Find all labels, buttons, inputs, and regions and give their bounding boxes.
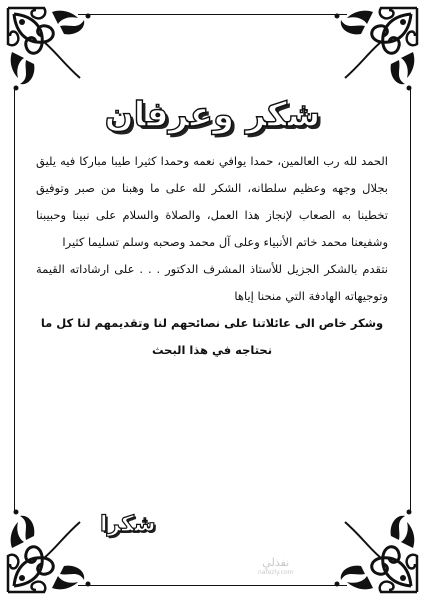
body-text <box>36 148 388 364</box>
watermark-text: نفذلي <box>262 556 290 569</box>
frame-bottom-line <box>78 585 347 586</box>
watermark-subtext: nafezly.com <box>258 569 294 576</box>
frame-right-line <box>410 88 411 512</box>
corner-ornament-top-right <box>325 4 421 100</box>
signature-thanks: شكرا <box>100 512 156 537</box>
paragraph-family-thanks: وشكر خاص الى عائلاتنا على نصائحهم لنا وتقديمهم لنا كل ما نحتاجه في هذا البحث <box>40 316 384 357</box>
corner-ornament-bottom-right <box>325 500 421 596</box>
corner-ornament-bottom-left <box>4 500 100 596</box>
frame-top-line <box>78 14 347 15</box>
paragraph-supervisor-thanks: نتقدم بالشكر الجزيل للأستاذ المشرف الدكتور . . . على ارشاداته القيمة وتوجيهاته الهادفة التي منحنا إياها <box>36 262 388 303</box>
page-title: شكر وعرفان <box>104 95 321 135</box>
paragraph-praise: الحمد لله رب العالمين، حمدا يوافي نعمه وحمدا كثيرا طيبا مباركا فيه يليق بجلال وجهه وعظيم سلطانه، الشكر لله على ما وهبنا من صبر وتوفيق تخطينا به الصعاب لإنجاز هذا العمل، والصلاة والسلام على نبينا وحبيبنا وشفيعنا محمد خاتم الأنبياء وعلى آل محمد وصحبه وسلم تسليما كثيرا <box>36 154 388 249</box>
corner-ornament-top-left <box>4 4 100 100</box>
watermark-logo <box>258 558 294 578</box>
frame-left-line <box>14 88 15 512</box>
